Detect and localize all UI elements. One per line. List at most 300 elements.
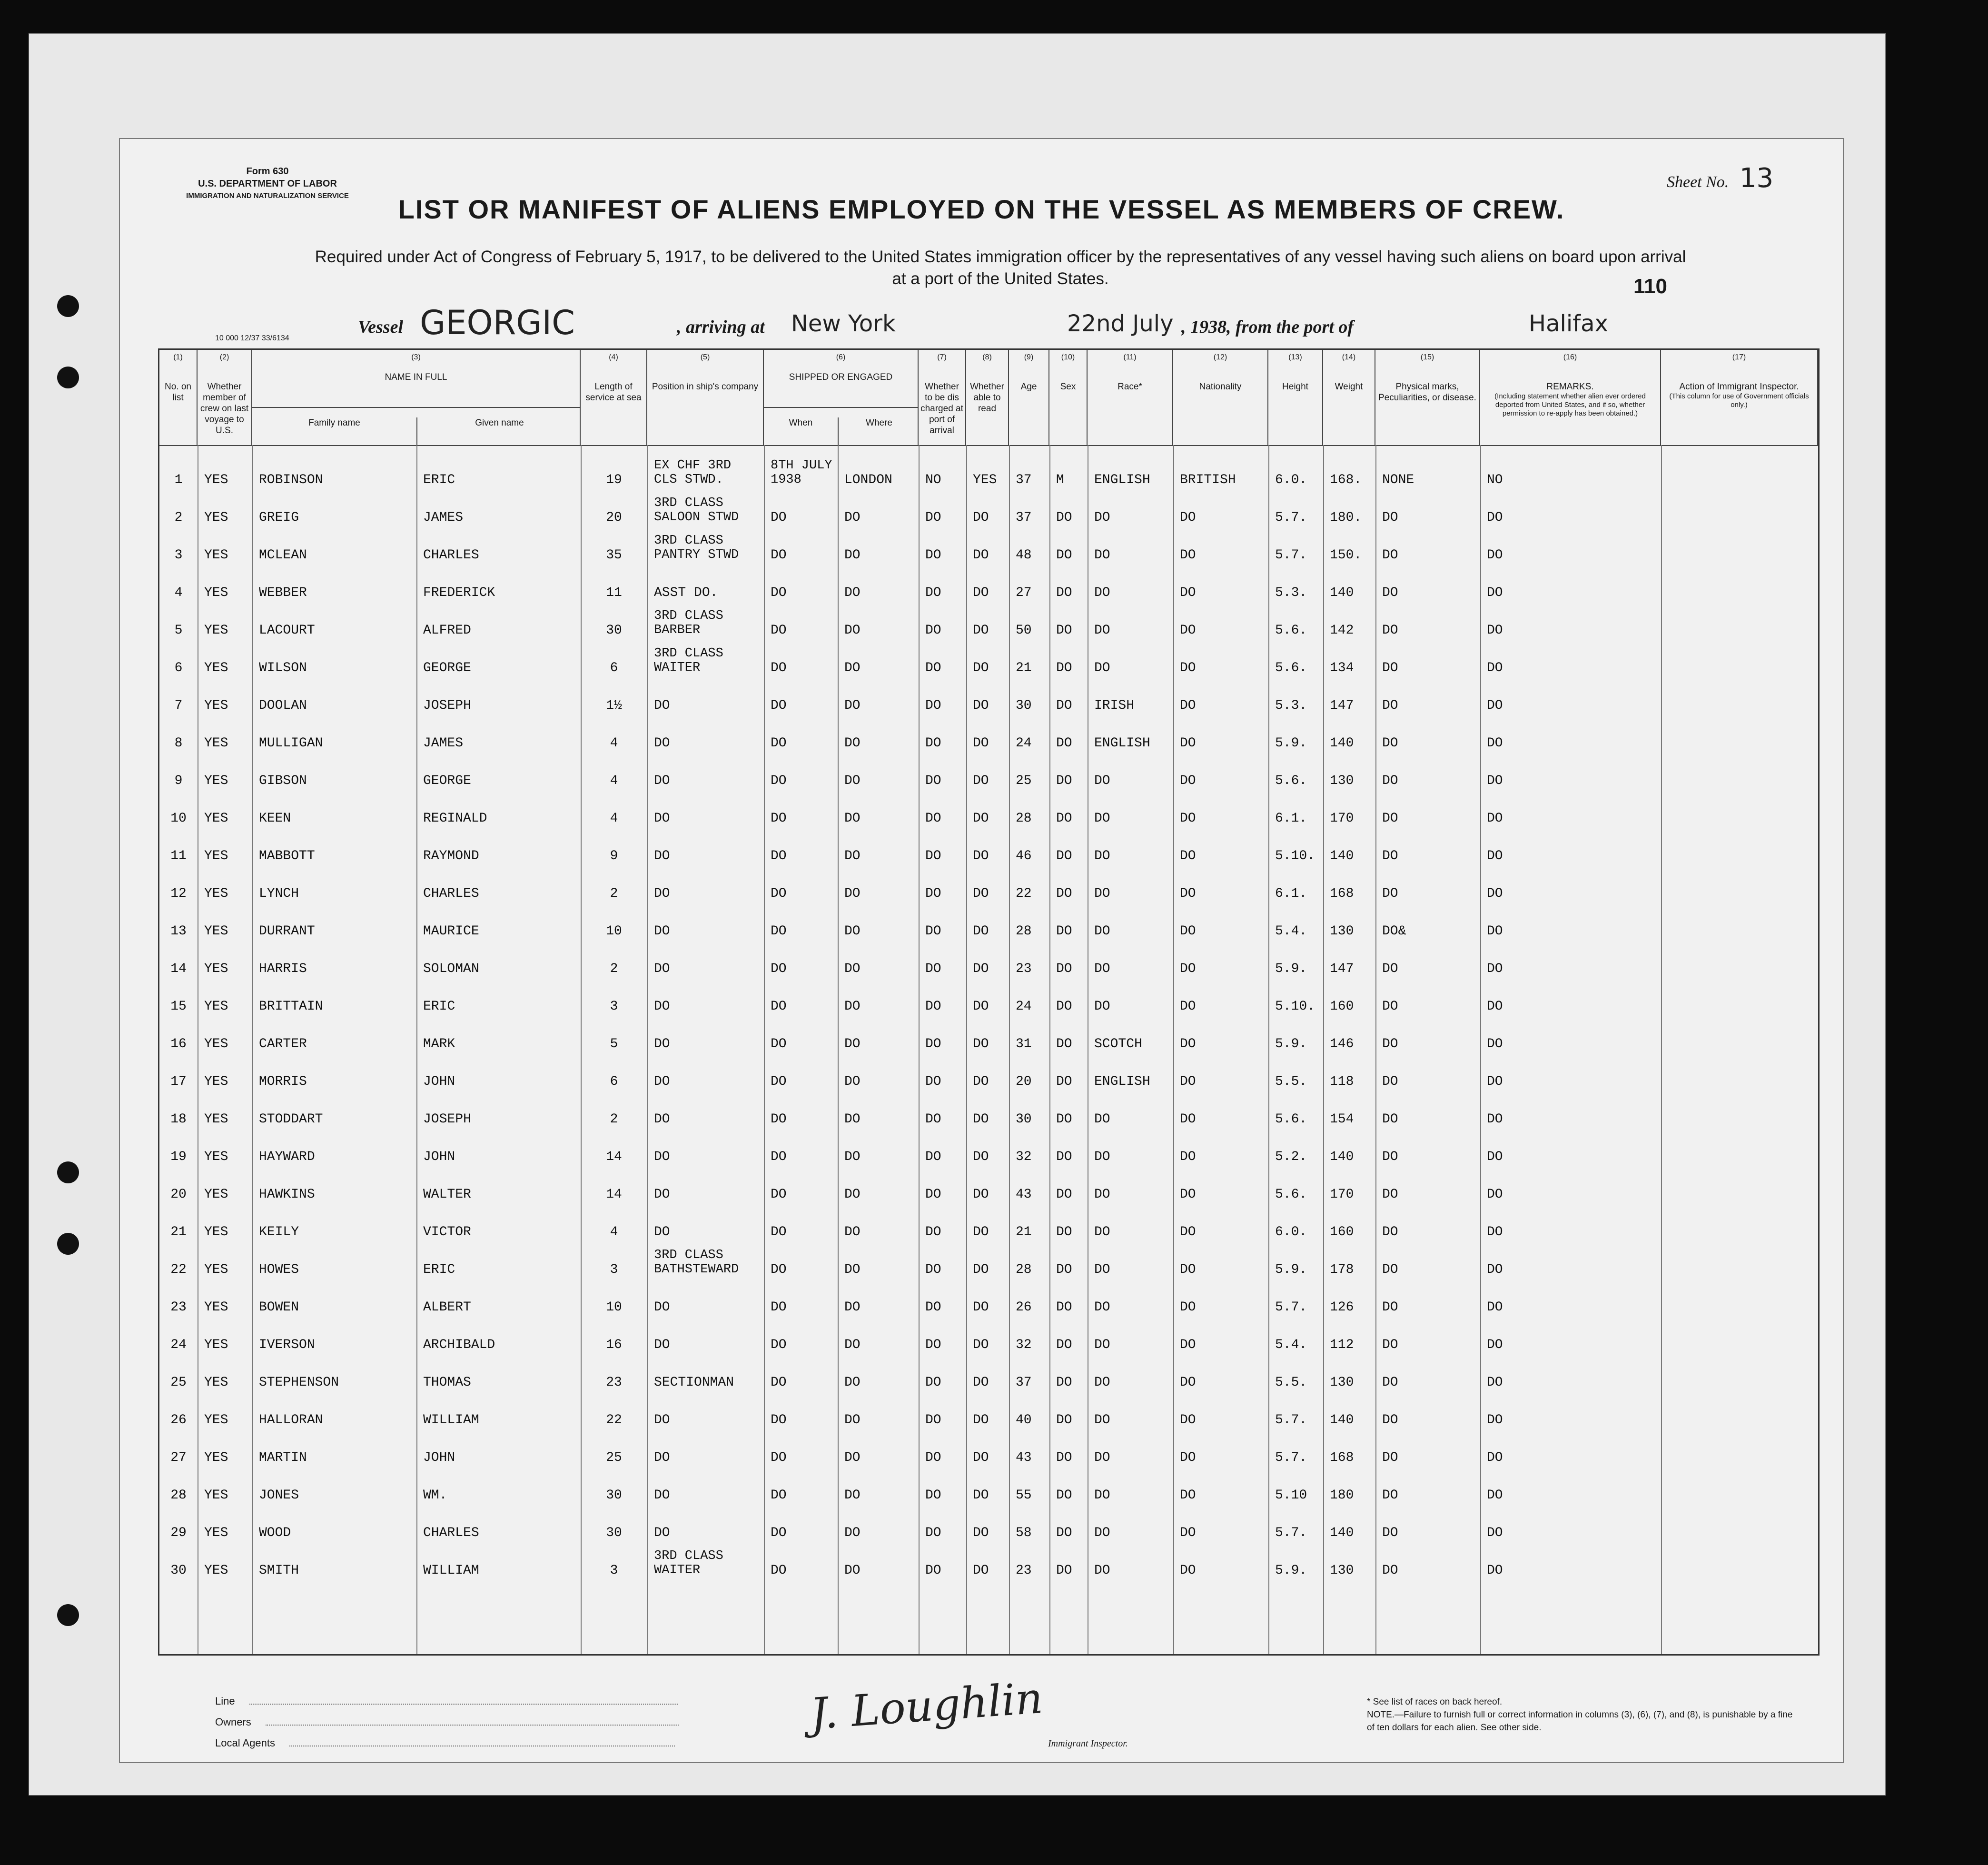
table-cell: 4 (610, 811, 618, 826)
table-cell: DO (1056, 1150, 1072, 1164)
table-cell: 5.9. (1275, 1037, 1307, 1052)
table-cell: DO (1180, 811, 1196, 826)
table-cell: DO (844, 1112, 860, 1127)
table-cell: 6 (610, 661, 618, 675)
table-cell: 5.9. (1275, 1563, 1307, 1578)
table-cell: MABBOTT (259, 849, 315, 863)
cell-line: 1938 (771, 473, 801, 487)
table-cell: DO (1382, 811, 1398, 826)
table-cell: YES (204, 1563, 228, 1578)
table-cell (654, 1248, 762, 1277)
table-cell: YES (204, 849, 228, 863)
table-cell: KEEN (259, 811, 291, 826)
requirement-text: Required under Act of Congress of February 5, 1917, to be delivered to the United States immigration officer by the representatives of any vessel having such aliens on board upon arrival at a port of the United States. (315, 248, 1686, 288)
cell-line: WAITER (654, 1563, 701, 1577)
table-cell: DO (844, 1187, 860, 1202)
table-cell: MULLIGAN (259, 736, 323, 751)
table-cell: DO (1056, 886, 1072, 901)
table-cell: 15 (170, 999, 187, 1014)
table-cell: DO (654, 698, 670, 713)
table-cell: DO (1382, 999, 1398, 1014)
table-cell: DOOLAN (259, 698, 307, 713)
table-cell (654, 458, 762, 487)
table-cell: ERIC (423, 473, 455, 487)
column-label: Height (1282, 382, 1308, 392)
table-cell: DO (654, 1225, 670, 1240)
table-cell: DO (1487, 698, 1503, 713)
table-cell: DO (1382, 510, 1398, 525)
table-cell: DO (844, 1037, 860, 1052)
table-cell: 27 (170, 1450, 187, 1465)
table-cell: DO (925, 1037, 941, 1052)
line-field[interactable] (249, 1694, 678, 1705)
table-cell: DO (771, 1112, 787, 1127)
column-header (1173, 350, 1268, 445)
column-label: REMARKS. (1546, 382, 1594, 392)
table-cell: 4 (174, 585, 183, 600)
table-cell: DO (771, 1563, 787, 1578)
table-cell: 37 (1016, 473, 1032, 487)
table-cell: YES (204, 1112, 228, 1127)
table-cell: 43 (1016, 1450, 1032, 1465)
table-cell: DO (654, 962, 670, 976)
table-cell: DO (654, 1112, 670, 1127)
table-cell: YES (204, 548, 228, 563)
table-cell: DO (844, 1526, 860, 1540)
column-header (1480, 350, 1661, 445)
table-cell: DO (1180, 849, 1196, 863)
table-cell: DO (844, 548, 860, 563)
table-cell: DO (1180, 1450, 1196, 1465)
table-cell: DO (1180, 886, 1196, 901)
table-cell: HAYWARD (259, 1150, 315, 1164)
table-cell: DO (1056, 510, 1072, 525)
table-cell: DO (973, 1037, 989, 1052)
column-number: (9) (1024, 353, 1034, 361)
table-cell: ENGLISH (1094, 473, 1150, 487)
table-cell: BRITTAIN (259, 999, 323, 1014)
table-cell: DO (973, 1413, 989, 1428)
table-cell: DO (925, 1112, 941, 1127)
table-cell: DO (973, 1187, 989, 1202)
table-cell: DO (1382, 623, 1398, 638)
column-label: Age (1020, 382, 1037, 392)
table-cell (654, 534, 762, 562)
table-cell: 170 (1330, 811, 1354, 826)
table-cell: CARTER (259, 1037, 307, 1052)
table-cell: DO (1487, 1413, 1503, 1428)
table-cell: DO (925, 924, 941, 939)
year-label: , 1938, from the port of (1181, 317, 1354, 337)
table-cell: DO (973, 774, 989, 788)
table-cell: DO (844, 585, 860, 600)
table-cell: DO (654, 1074, 670, 1089)
table-cell: DO (844, 1338, 860, 1352)
column-number: (7) (937, 353, 947, 361)
table-cell: DO (1487, 510, 1503, 525)
table-cell: DO (1094, 623, 1110, 638)
table-cell: DO (1382, 1262, 1398, 1277)
column-number: (15) (1420, 353, 1434, 361)
table-cell: DO (1180, 1074, 1196, 1089)
table-cell: 2 (174, 510, 183, 525)
punch-hole (57, 1233, 79, 1255)
table-cell: DO (1487, 962, 1503, 976)
table-cell: 130 (1330, 1375, 1354, 1390)
table-cell: DO (973, 1488, 989, 1503)
table-cell: BRITISH (1180, 473, 1236, 487)
table-cell: DO (844, 1262, 860, 1277)
column-label: Race* (1118, 382, 1142, 392)
table-cell: YES (204, 1413, 228, 1428)
table-row (159, 953, 1818, 990)
table-cell: DO (1056, 1488, 1072, 1503)
column-header (1088, 350, 1173, 445)
table-cell: YES (204, 1300, 228, 1315)
table-cell: 5.5. (1275, 1375, 1307, 1390)
table-cell: YES (204, 924, 228, 939)
table-cell: YES (204, 698, 228, 713)
table-cell: DO (1487, 849, 1503, 863)
table-cell: 8 (174, 736, 183, 751)
table-cell: ASST DO. (654, 585, 718, 600)
table-cell: MARTIN (259, 1450, 307, 1465)
table-cell: 5.7. (1275, 1526, 1307, 1540)
table-cell: 50 (1016, 623, 1032, 638)
table-cell (654, 609, 762, 637)
table-cell (771, 458, 836, 487)
table-cell: 30 (606, 1526, 622, 1540)
table-cell: 140 (1330, 1526, 1354, 1540)
table-cell: STODDART (259, 1112, 323, 1127)
cell-line: BARBER (654, 623, 701, 637)
column-header (647, 350, 764, 445)
table-cell: 14 (170, 962, 187, 976)
punch-hole (57, 367, 79, 388)
table-cell: SMITH (259, 1563, 299, 1578)
manifest-sheet (119, 138, 1844, 1763)
table-cell: DO (1056, 811, 1072, 826)
table-cell: YES (204, 1488, 228, 1503)
table-cell: DO (1487, 1526, 1503, 1540)
table-row (159, 1028, 1818, 1065)
table-cell: CHARLES (423, 886, 479, 901)
table-cell: DO (925, 1375, 941, 1390)
table-cell: DO (771, 811, 787, 826)
table-cell: 9 (174, 774, 183, 788)
table-cell: DO (1382, 1338, 1398, 1352)
table-cell: DO (925, 510, 941, 525)
table-cell: DO (1487, 736, 1503, 751)
table-cell: DO (1056, 1526, 1072, 1540)
table-cell: WILLIAM (423, 1413, 479, 1428)
department-name: U.S. DEPARTMENT OF LABOR (198, 179, 337, 189)
table-cell: DO (925, 1300, 941, 1315)
table-cell: 5.10. (1275, 849, 1315, 863)
table-cell: 3 (610, 1563, 618, 1578)
table-cell: DO (925, 661, 941, 675)
table-cell: DO (973, 1450, 989, 1465)
table-cell: 5.7. (1275, 1450, 1307, 1465)
table-cell: CHARLES (423, 1526, 479, 1540)
table-cell: 24 (1016, 736, 1032, 751)
table-cell: 130 (1330, 924, 1354, 939)
table-cell: DO (844, 1074, 860, 1089)
table-cell: DO (844, 1488, 860, 1503)
table-cell: GEORGE (423, 661, 471, 675)
vessel-line (358, 303, 1738, 346)
code-number: 110 (1633, 275, 1667, 298)
table-cell: DO (925, 811, 941, 826)
table-cell: DO (1180, 1563, 1196, 1578)
table-cell: NO (925, 473, 941, 487)
table-cell: DO (1487, 1563, 1503, 1578)
table-cell: DO (771, 698, 787, 713)
table-cell: DO (771, 774, 787, 788)
table-cell: 5.10. (1275, 999, 1315, 1014)
table-cell (654, 646, 762, 675)
table-cell: 6.1. (1275, 886, 1307, 901)
table-cell: YES (204, 510, 228, 525)
table-cell: DO (1056, 1074, 1072, 1089)
column-label: Weight (1335, 382, 1363, 392)
table-cell: 3 (174, 548, 183, 563)
table-cell: 19 (606, 473, 622, 487)
table-cell: DO (925, 774, 941, 788)
column-header (1049, 350, 1088, 445)
table-cell: DO (844, 924, 860, 939)
table-cell: DO (1094, 1450, 1110, 1465)
local-agents-field[interactable] (289, 1736, 675, 1746)
table-cell: DO& (1382, 924, 1406, 939)
table-cell: DO (1056, 849, 1072, 863)
table-cell: DO (1382, 1150, 1398, 1164)
table-cell: 25 (606, 1450, 622, 1465)
cell-line: 3RD CLASS (654, 534, 723, 548)
table-cell: SCOTCH (1094, 1037, 1142, 1052)
table-cell: DO (973, 1225, 989, 1240)
table-cell: STEPHENSON (259, 1375, 339, 1390)
table-cell: 23 (1016, 962, 1032, 976)
table-cell: 28 (1016, 811, 1032, 826)
column-header (198, 350, 252, 445)
table-cell: MCLEAN (259, 548, 307, 563)
table-cell: 3 (610, 999, 618, 1014)
table-cell: 31 (1016, 1037, 1032, 1052)
table-cell: DO (771, 548, 787, 563)
table-cell: 30 (1016, 698, 1032, 713)
table-cell: 5.6. (1275, 1187, 1307, 1202)
table-cell: DO (1094, 548, 1110, 563)
table-cell: 14 (606, 1187, 622, 1202)
table-cell: 23 (1016, 1563, 1032, 1578)
table-cell: 28 (1016, 924, 1032, 939)
table-cell: DO (1180, 1037, 1196, 1052)
table-cell: 2 (610, 886, 618, 901)
vessel-label: Vessel (358, 317, 403, 337)
table-cell: 5.9. (1275, 736, 1307, 751)
table-cell: DO (1487, 999, 1503, 1014)
table-cell: DO (771, 1450, 787, 1465)
table-cell: 10 (606, 1300, 622, 1315)
table-cell: DO (1382, 1074, 1398, 1089)
table-cell: DO (925, 1262, 941, 1277)
table-cell: DO (1056, 698, 1072, 713)
table-cell: DO (925, 698, 941, 713)
table-cell: DO (844, 661, 860, 675)
table-cell: 13 (170, 924, 187, 939)
table-cell: DO (844, 698, 860, 713)
races-note: * See list of races on back hereof. (1367, 1697, 1503, 1707)
table-cell: 2 (610, 1112, 618, 1127)
cell-line: 3RD CLASS (654, 609, 723, 623)
table-cell: DO (654, 736, 670, 751)
table-cell: DO (973, 623, 989, 638)
table-cell: DO (1487, 924, 1503, 939)
table-cell: LYNCH (259, 886, 299, 901)
table-cell: 9 (610, 849, 618, 863)
table-cell: IRISH (1094, 698, 1135, 713)
owners-field[interactable] (266, 1715, 679, 1726)
table-cell (654, 496, 762, 525)
table-cell: 28 (170, 1488, 187, 1503)
table-cell: DO (654, 886, 670, 901)
table-cell: DO (654, 774, 670, 788)
table-cell: DO (1180, 1150, 1196, 1164)
table-cell: 58 (1016, 1526, 1032, 1540)
table-cell: 2 (610, 962, 618, 976)
table-cell: 5.2. (1275, 1150, 1307, 1164)
column-header (919, 350, 966, 445)
table-cell: DO (844, 774, 860, 788)
table-cell: DO (844, 510, 860, 525)
table-cell: 146 (1330, 1037, 1354, 1052)
table-cell: 20 (170, 1187, 187, 1202)
table-cell: DO (1487, 661, 1503, 675)
table-cell: DO (771, 886, 787, 901)
table-cell: DO (844, 849, 860, 863)
table-cell: CHARLES (423, 548, 479, 563)
table-cell: YES (204, 811, 228, 826)
table-cell: DO (1056, 1187, 1072, 1202)
table-cell: ENGLISH (1094, 736, 1150, 751)
table-cell: JAMES (423, 510, 464, 525)
table-cell: 26 (170, 1413, 187, 1428)
table-cell: 112 (1330, 1338, 1354, 1352)
table-cell: 5.5. (1275, 1074, 1307, 1089)
table-cell: DO (1180, 585, 1196, 600)
column-header (1009, 350, 1049, 445)
table-cell: JOSEPH (423, 1112, 471, 1127)
column-number: (12) (1213, 353, 1227, 361)
table-cell: 25 (170, 1375, 187, 1390)
column-header (1323, 350, 1375, 445)
table-cell: DO (1094, 1300, 1110, 1315)
table-cell: 18 (170, 1112, 187, 1127)
table-cell: DO (1180, 924, 1196, 939)
table-cell: DO (973, 1074, 989, 1089)
table-cell: 5.4. (1275, 924, 1307, 939)
table-cell: YES (204, 1262, 228, 1277)
table-cell: YES (204, 1150, 228, 1164)
table-cell: DO (1094, 510, 1110, 525)
table-cell: DO (1056, 1112, 1072, 1127)
table-cell: DO (1382, 698, 1398, 713)
table-cell: DO (1382, 1112, 1398, 1127)
table-row (159, 690, 1818, 727)
table-row (159, 878, 1818, 915)
table-row (159, 1216, 1818, 1253)
table-cell: 170 (1330, 1187, 1354, 1202)
table-cell: DO (654, 1413, 670, 1428)
inspector-label: Immigrant Inspector. (1048, 1738, 1128, 1749)
table-cell: DO (1487, 1262, 1503, 1277)
column-number: (11) (1123, 353, 1137, 361)
table-cell: 6.0. (1275, 473, 1307, 487)
table-cell: WILLIAM (423, 1563, 479, 1578)
table-cell: DO (771, 1225, 787, 1240)
column-header (1268, 350, 1323, 445)
form-number: Form 630 (246, 166, 289, 177)
cell-line: PANTRY STWD (654, 548, 739, 562)
table-cell: DO (1094, 1526, 1110, 1540)
table-cell: DO (1180, 1375, 1196, 1390)
table-cell: 140 (1330, 1413, 1354, 1428)
table-cell: DO (973, 811, 989, 826)
column-number: (14) (1342, 353, 1356, 361)
table-cell: YES (204, 473, 228, 487)
table-row (159, 458, 1818, 501)
table-cell: 22 (170, 1262, 187, 1277)
table-cell: DO (925, 1563, 941, 1578)
table-cell: 142 (1330, 623, 1354, 638)
column-header (1375, 350, 1480, 445)
table-cell: 32 (1016, 1338, 1032, 1352)
table-cell: HOWES (259, 1262, 299, 1277)
table-cell: YES (204, 1526, 228, 1540)
table-row (159, 1479, 1818, 1517)
table-cell: YES (204, 962, 228, 976)
table-cell: 147 (1330, 698, 1354, 713)
column-label: Nationality (1199, 382, 1242, 392)
column-number: (5) (700, 353, 710, 361)
table-cell: YES (204, 1074, 228, 1089)
table-cell: DO (925, 1526, 941, 1540)
table-cell: YES (204, 1375, 228, 1390)
table-cell: DO (1094, 1112, 1110, 1127)
table-cell: 43 (1016, 1187, 1032, 1202)
table-cell: WALTER (423, 1187, 471, 1202)
table-cell: DO (1180, 962, 1196, 976)
table-cell: DO (1056, 1300, 1072, 1315)
table-cell: DO (925, 849, 941, 863)
table-cell: DO (844, 1150, 860, 1164)
table-cell: DO (1094, 1262, 1110, 1277)
table-row (159, 496, 1818, 539)
table-row (159, 727, 1818, 764)
table-cell: 118 (1330, 1074, 1354, 1089)
table-cell: DO (1180, 1413, 1196, 1428)
table-cell: DO (844, 1300, 860, 1315)
table-cell: DO (1487, 1450, 1503, 1465)
table-cell: DO (925, 962, 941, 976)
column-label: Whether able to read (970, 382, 1004, 414)
table-cell: DO (1382, 1563, 1398, 1578)
table-cell: 21 (170, 1225, 187, 1240)
table-cell: DO (1056, 924, 1072, 939)
table-cell: 5.9. (1275, 1262, 1307, 1277)
table-cell: GREIG (259, 510, 299, 525)
